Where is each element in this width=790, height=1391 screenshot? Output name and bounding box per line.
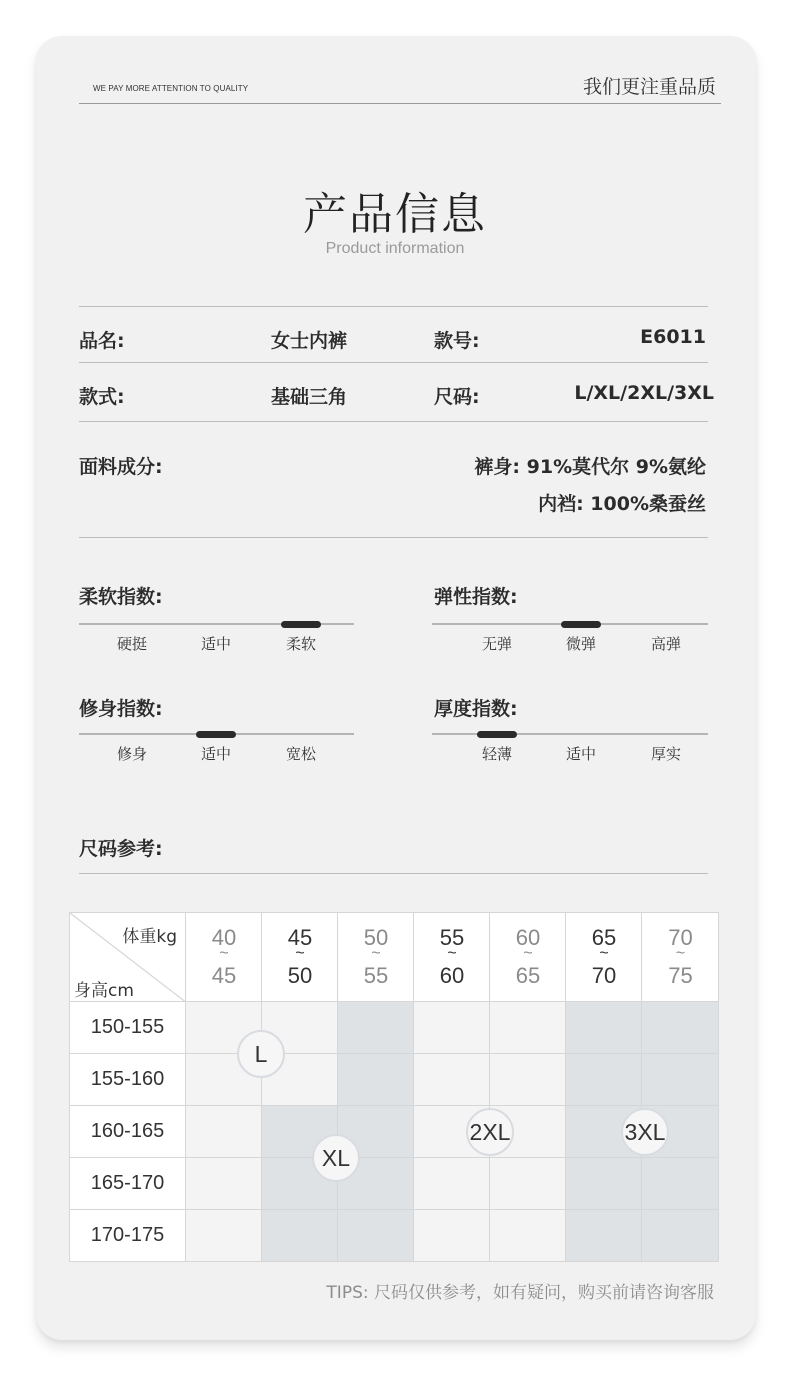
height-row-label: 170-175 [69, 1210, 186, 1262]
size-badge-XL: XL [312, 1134, 360, 1182]
softness-tick: 柔软 [285, 635, 316, 653]
fit-tick: 适中 [200, 745, 231, 763]
weight-header-cell [642, 912, 719, 1002]
size-chart-cell [338, 1054, 414, 1106]
weight-sep: ~ [295, 945, 305, 962]
weight-top: 40 [211, 925, 237, 950]
size-chart-cell [414, 1054, 490, 1106]
size-chart-cell [490, 1210, 566, 1262]
size-chart-cell [642, 1210, 719, 1262]
divider [79, 421, 708, 422]
elasticity-tick: 无弹 [481, 635, 512, 653]
divider [79, 537, 708, 538]
thickness-tick: 厚实 [650, 745, 681, 763]
size-chart-cell [338, 1002, 414, 1054]
header-divider [79, 103, 721, 104]
elasticity-tick: 微弹 [565, 635, 596, 653]
size-chart-cell [338, 1210, 414, 1262]
size-chart-cell [566, 1002, 642, 1054]
thickness-tick: 轻薄 [481, 745, 512, 763]
fit-tick: 宽松 [285, 745, 316, 763]
weight-bottom: 50 [287, 963, 313, 988]
weight-sep: ~ [371, 945, 381, 962]
weight-sep: ~ [523, 945, 533, 962]
weight-header-cell [566, 912, 642, 1002]
weight-top: 70 [668, 925, 693, 950]
size-chart-cell [490, 1054, 566, 1106]
weight-top: 50 [363, 925, 389, 950]
fit-tick: 修身 [116, 745, 147, 763]
size-value: L/XL/2XL/3XL [574, 382, 714, 404]
fabric-crotch: 内裆: 100%桑蚕丝 [538, 493, 706, 515]
style-label: 款式: [79, 386, 125, 408]
page-subtitle: Product information [325, 240, 465, 257]
thickness-label: 厚度指数: [434, 698, 518, 720]
divider [79, 362, 708, 363]
size-chart-cell [186, 1210, 262, 1262]
tips-note: TIPS: 尺码仅供参考，如有疑问，购买前请咨询客服 [326, 1283, 714, 1303]
weight-header-cell [414, 912, 490, 1002]
elasticity-tick: 高弹 [650, 635, 681, 653]
size-chart-cell [414, 1210, 490, 1262]
weight-sep: ~ [447, 945, 457, 962]
weight-header-cell [186, 912, 262, 1002]
size-chart-cell [566, 1054, 642, 1106]
size-chart-cell [490, 1002, 566, 1054]
weight-header-cell [338, 912, 414, 1002]
weight-bottom: 65 [515, 963, 541, 988]
size-chart-cell [262, 1210, 338, 1262]
divider [79, 873, 708, 874]
weight-header-cell [490, 912, 566, 1002]
page-title: 产品信息 [303, 189, 487, 240]
height-row-label: 165-170 [69, 1158, 186, 1210]
size-chart-cell [642, 1002, 719, 1054]
weight-top: 55 [439, 925, 465, 950]
thickness-tick: 适中 [565, 745, 596, 763]
size-chart-cell [186, 1158, 262, 1210]
height-row-label: 150-155 [69, 1002, 186, 1054]
size-chart-cell [186, 1106, 262, 1158]
height-axis-label: 身高cm [74, 981, 134, 1001]
weight-top: 45 [287, 925, 313, 950]
weight-sep: ~ [599, 945, 609, 962]
weight-bottom: 45 [211, 963, 237, 988]
slogan-en: WE PAY MORE ATTENTION TO QUALITY [93, 84, 249, 93]
fit-indicator [196, 731, 236, 738]
height-row-label: 155-160 [69, 1054, 186, 1106]
name-label: 品名: [79, 330, 125, 352]
fabric-label: 面料成分: [79, 456, 163, 478]
size-chart-cell [642, 1054, 719, 1106]
softness-label: 柔软指数: [79, 586, 163, 608]
weight-bottom: 60 [439, 963, 465, 988]
slogan-cn: 我们更注重品质 [582, 76, 716, 98]
size-badge-L: L [237, 1030, 285, 1078]
softness-tick: 硬挺 [116, 635, 147, 653]
weight-axis-label: 体重kg [122, 927, 177, 947]
weight-sep: ~ [219, 945, 229, 962]
size-chart-cell [566, 1158, 642, 1210]
weight-header-cell [262, 912, 338, 1002]
size-label: 尺码: [434, 386, 480, 408]
code-value: E6011 [640, 326, 706, 348]
code-label: 款号: [434, 330, 480, 352]
elasticity-label: 弹性指数: [434, 586, 518, 608]
weight-top: 65 [591, 925, 617, 950]
size-chart-cell [414, 1158, 490, 1210]
thickness-scale [432, 733, 708, 735]
divider [79, 306, 708, 307]
weight-bottom: 70 [591, 963, 617, 988]
size-chart [69, 912, 719, 1262]
size-chart-cell [642, 1158, 719, 1210]
name-value: 女士内裤 [271, 330, 348, 352]
weight-sep: ~ [675, 945, 686, 962]
fit-label: 修身指数: [79, 698, 163, 720]
softness-tick: 适中 [200, 635, 231, 653]
softness-indicator [281, 621, 321, 628]
size-chart-cell [414, 1002, 490, 1054]
fabric-body: 裤身: 91%莫代尔 9%氨纶 [474, 456, 706, 478]
thickness-indicator [477, 731, 517, 738]
size-chart-cell [566, 1210, 642, 1262]
elasticity-indicator [561, 621, 601, 628]
height-row-label: 160-165 [69, 1106, 186, 1158]
weight-bottom: 55 [363, 963, 389, 988]
corner-cell [69, 912, 186, 1002]
size-badge-2XL: 2XL [466, 1108, 514, 1156]
size-ref-label: 尺码参考: [79, 838, 163, 860]
weight-top: 60 [515, 925, 541, 950]
size-badge-3XL: 3XL [621, 1108, 669, 1156]
weight-bottom: 75 [668, 963, 693, 988]
style-value: 基础三角 [271, 386, 348, 408]
size-chart-cell [490, 1158, 566, 1210]
